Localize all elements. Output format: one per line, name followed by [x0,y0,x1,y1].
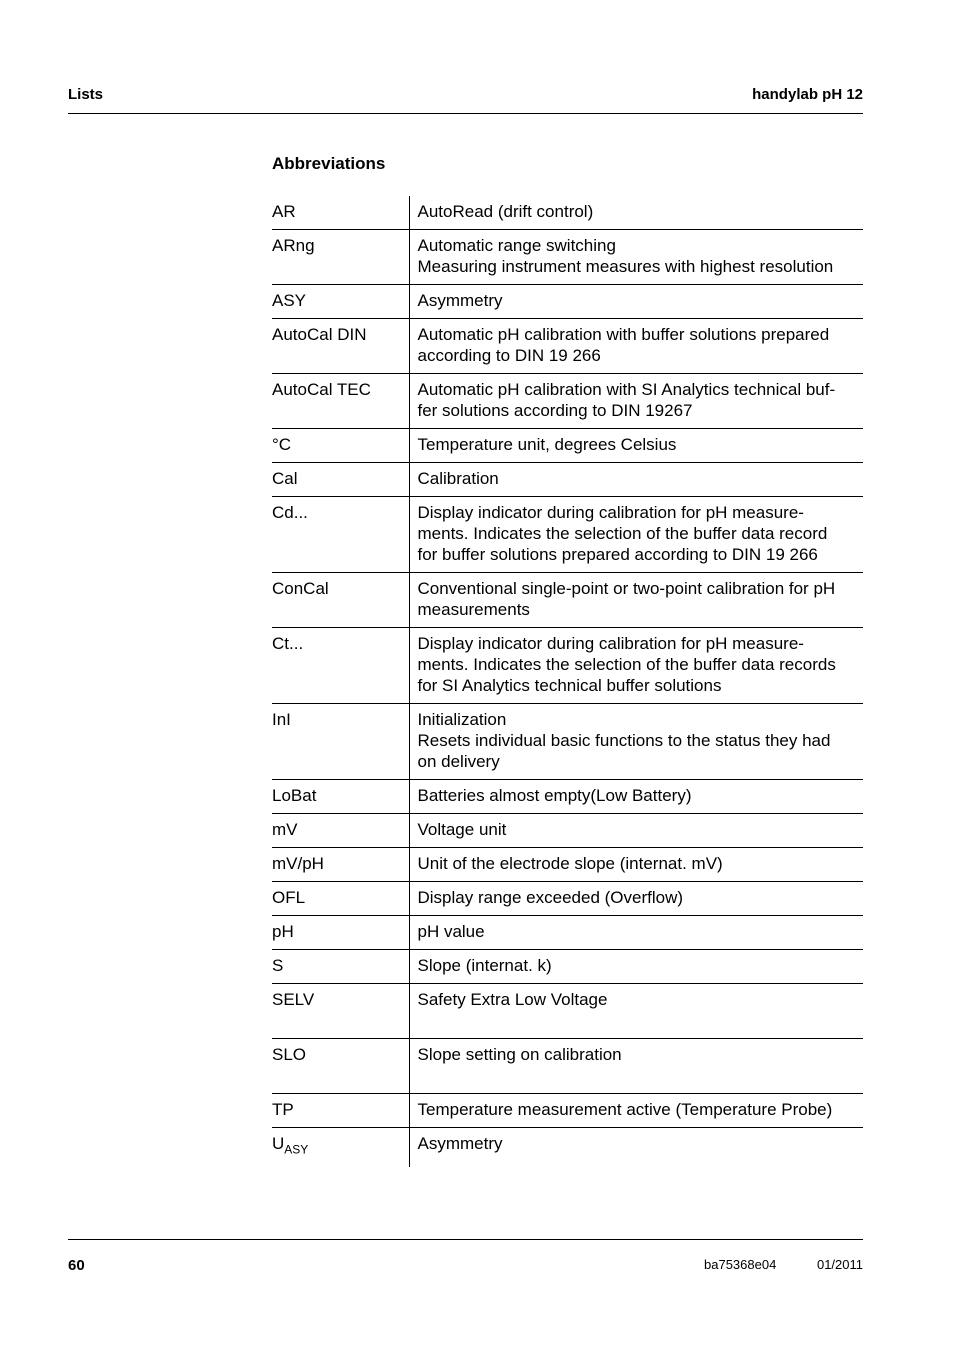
abbreviation-definition [409,704,863,780]
abbreviation-row [272,1094,863,1128]
abbreviation-term-text: SELV [272,990,315,1009]
definition-line: Display range exceeded (Overflow) [417,888,684,907]
abbreviation-term-text: InI [272,710,291,729]
definition-line: Unit of the electrode slope (internat. mV) [417,854,723,873]
abbreviation-row [272,429,863,463]
document-id: ba75368e04 [704,1257,777,1272]
abbreviation-term-text: °C [272,435,292,454]
abbreviation-term [272,319,409,374]
definition-line: Conventional single-point or two-point calibration for pH [417,579,836,598]
abbreviation-term-text: mV [272,820,298,839]
abbreviation-row [272,984,863,1039]
definition-line: Temperature unit, degrees Celsius [417,435,677,454]
abbreviation-row [272,814,863,848]
abbreviation-term-text: ASY [272,291,307,310]
abbreviations-table-body [272,196,863,1167]
abbreviation-term [272,1094,409,1128]
abbreviation-definition [409,814,863,848]
abbreviation-term [272,573,409,628]
abbreviation-definition [409,780,863,814]
abbreviation-term-text: AR [272,202,296,221]
abbreviation-term-text: pH [272,922,294,941]
abbreviation-term [272,848,409,882]
abbreviation-definition [409,916,863,950]
definition-line: for buffer solutions prepared according to DIN 19 266 [417,545,818,564]
abbreviation-definition [409,319,863,374]
definition-line: Automatic range switching [417,236,616,255]
abbreviation-definition [409,429,863,463]
definition-line: Temperature measurement active (Temperature Probe) [417,1100,833,1119]
abbreviation-definition [409,573,863,628]
abbreviation-definition [409,463,863,497]
abbreviation-term-text: LoBat [272,786,317,805]
definition-line [418,1065,864,1086]
definition-line: Asymmetry [417,291,503,310]
abbreviation-term-text: Ct... [272,634,304,653]
running-header-product: handylab pH 12 [752,86,863,103]
definition-line: according to DIN 19 266 [417,346,601,365]
definition-line: Resets individual basic functions to the status they had [417,731,831,750]
running-header-section: Lists [68,86,104,103]
abbreviation-definition [409,882,863,916]
abbreviation-term [272,628,409,704]
abbreviation-term-text: AutoCal DIN [272,325,367,344]
definition-line: AutoRead (drift control) [417,202,594,221]
definition-line: Asymmetry [417,1134,503,1153]
abbreviation-definition [409,374,863,429]
abbreviation-row [272,196,863,230]
definition-line: Slope setting on calibration [417,1045,622,1064]
definition-line: Measuring instrument measures with highest resolution [417,257,834,276]
abbreviation-term-text: U [272,1134,285,1153]
footer-rule [68,1239,863,1240]
abbreviation-term-text: S [272,956,284,975]
abbreviation-row [272,573,863,628]
abbreviation-term [272,916,409,950]
definition-line: Automatic pH calibration with buffer solutions prepared [417,325,830,344]
definition-line: Voltage unit [417,820,507,839]
abbreviation-row [272,780,863,814]
abbreviation-term-text: SLO [272,1045,307,1064]
abbreviation-row [272,848,863,882]
abbreviation-term [272,230,409,285]
abbreviation-definition [409,497,863,573]
abbreviation-row [272,319,863,374]
abbreviation-term-text: Cal [272,469,298,488]
abbreviation-term-text: ARng [272,236,315,255]
abbreviation-row [272,230,863,285]
abbreviation-row [272,882,863,916]
abbreviation-row [272,704,863,780]
abbreviation-definition [409,984,863,1039]
abbreviation-row [272,285,863,319]
definition-line: Automatic pH calibration with SI Analytics technical buf- [417,380,836,399]
definition-line: fer solutions according to DIN 19267 [417,401,693,420]
page-number: 60 [68,1257,85,1274]
abbreviation-term [272,780,409,814]
abbreviation-term [272,429,409,463]
abbreviation-term [272,704,409,780]
abbreviation-term [272,497,409,573]
abbreviation-definition [409,628,863,704]
definition-line: Initialization [417,710,507,729]
abbreviation-term-text: mV/pH [272,854,324,873]
abbreviation-definition [409,196,863,230]
definition-line: on delivery [417,752,500,771]
abbreviation-term [272,814,409,848]
abbreviation-term-text: TP [272,1100,294,1119]
abbreviation-definition [409,1128,863,1168]
abbreviation-definition [409,848,863,882]
definition-line: measurements [417,600,530,619]
definition-line: Display indicator during calibration for pH measure- [417,503,804,522]
abbreviation-term-subscript: ASY [284,1142,309,1157]
definition-line: ments. Indicates the selection of the buffer data record [417,524,828,543]
abbreviations-table [272,196,863,1167]
definition-line: Batteries almost empty(Low Battery) [417,786,692,805]
definition-line: for SI Analytics technical buffer solutions [417,676,722,695]
abbreviation-row [272,463,863,497]
abbreviation-term [272,984,409,1039]
abbreviation-row [272,374,863,429]
abbreviation-term [272,463,409,497]
abbreviation-term-text: OFL [272,888,306,907]
document-date: 01/2011 [816,1257,863,1272]
abbreviation-term [272,950,409,984]
abbreviation-definition [409,1094,863,1128]
abbreviation-row [272,1039,863,1094]
abbreviation-term [272,196,409,230]
header-rule [68,113,863,114]
definition-line [418,1010,864,1031]
definition-line: pH value [417,922,485,941]
definition-line: ments. Indicates the selection of the buffer data records [417,655,836,674]
abbreviation-definition [409,950,863,984]
abbreviation-term [272,882,409,916]
abbreviation-term-text: ConCal [272,579,329,598]
abbreviation-term [272,1039,409,1094]
abbreviation-row [272,950,863,984]
abbreviation-definition [409,230,863,285]
abbreviation-term [272,374,409,429]
section-title: Abbreviations [272,154,386,173]
abbreviation-term [272,1128,409,1168]
abbreviation-row [272,497,863,573]
abbreviation-term-text: Cd... [272,503,308,522]
abbreviation-definition [409,285,863,319]
definition-line: Safety Extra Low Voltage [417,990,608,1009]
abbreviation-row [272,916,863,950]
definition-line: Slope (internat. k) [417,956,552,975]
definition-line: Calibration [417,469,499,488]
abbreviation-row [272,628,863,704]
abbreviation-row [272,1128,863,1168]
abbreviation-definition [409,1039,863,1094]
definition-line: Display indicator during calibration for pH measure- [417,634,804,653]
abbreviation-term [272,285,409,319]
abbreviation-term-text: AutoCal TEC [272,380,371,399]
